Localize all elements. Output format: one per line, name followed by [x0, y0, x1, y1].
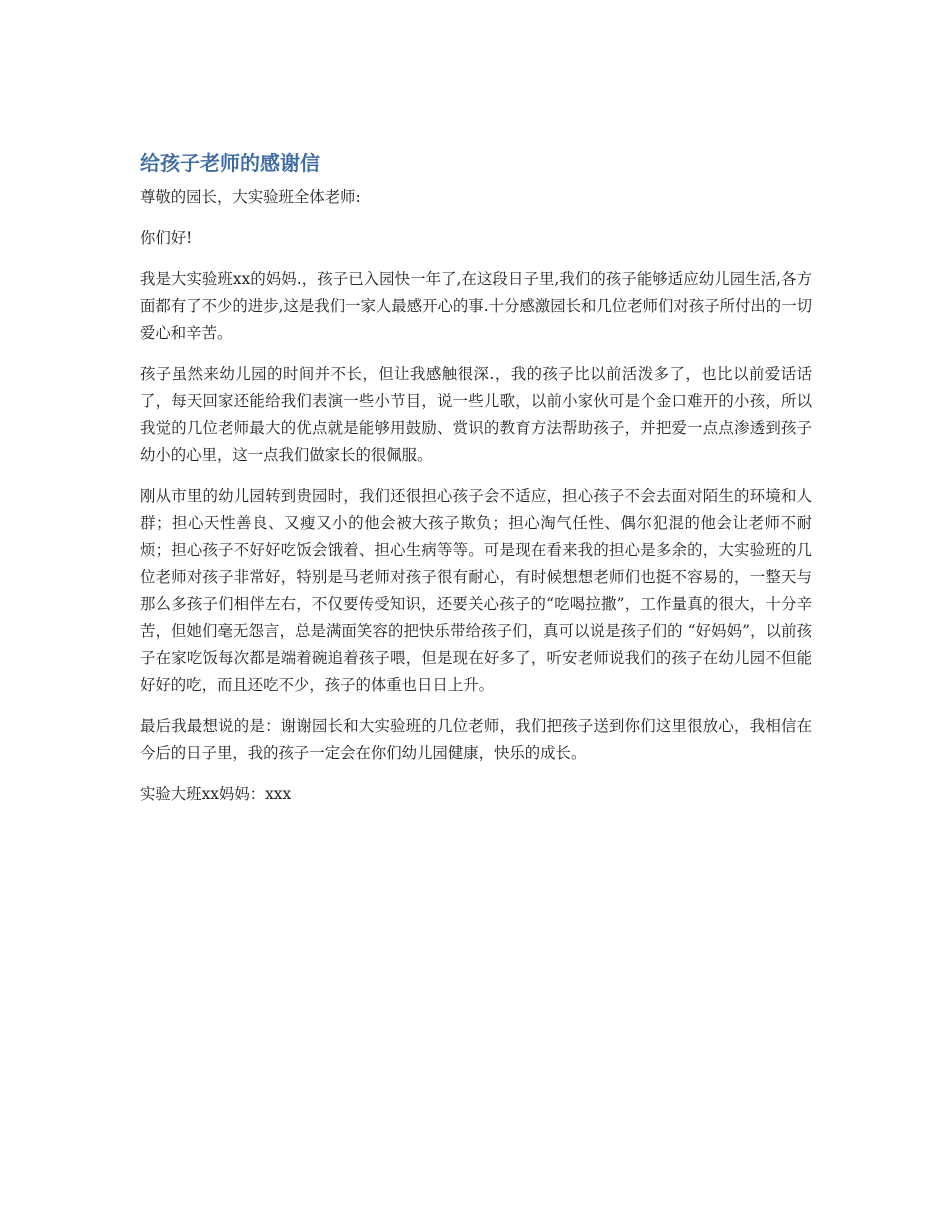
page-title: 给孩子老师的感谢信: [140, 151, 320, 175]
paragraph-intro: 我是大实验班xx的妈妈.，孩子已入园快一年了,在这段日子里,我们的孩子能够适应幼儿园生活,各方面都有了不少的进步,这是我们一家人最感开心的事.十分感激园长和几位老师们对孩子所付出的一切爱心和辛苦。: [140, 270, 812, 342]
salutation: 尊敬的园长，大实验班全体老师:: [140, 188, 361, 206]
greeting: 你们好!: [140, 229, 193, 247]
paragraph-closing: 最后我最想说的是：谢谢园长和大实验班的几位老师，我们把孩子送到你们这里很放心，我相信在今后的日子里，我的孩子一定会在你们幼儿园健康，快乐的成长。: [140, 717, 812, 762]
paragraph-worries: 刚从市里的幼儿园转到贵园时，我们还很担心孩子会不适应，担心孩子不会去面对陌生的环境和人群；担心天性善良、又瘦又小的他会被大孩子欺负；担心淘气任性、偶尔犯混的他会让老师不耐烦；担心孩子不好好吃饭会饿着、担心生病等等。可是现在看来我的担心是多余的，大实验班的几位老师对孩子非常好，特别是马老师对孩子很有耐心，有时候想想老师们也挺不容易的，一整天与那么多孩子们相伴左右，不仅要传受知识，还要关心孩子的“吃喝拉撒”，工作量真的很大，十分辛苦，但她们毫无怨言，总是满面笑容的把快乐带给孩子们，真可以说是孩子们的 “好妈妈”，以前孩子在家吃饭每次都是端着碗追着孩子喂，但是现在好多了，听安老师说我们的孩子在幼儿园不但能好好的吃，而且还吃不少，孩子的体重也日日上升。: [140, 487, 812, 694]
signature: 实验大班xx妈妈：xxx: [140, 785, 292, 803]
paragraph-progress: 孩子虽然来幼儿园的时间并不长，但让我感触很深.，我的孩子比以前活泼多了，也比以前爱话话了，每天回家还能给我们表演一些小节目，说一些儿歌，以前小家伙可是个金口难开的小孩，所以我觉的几位老师最大的优点就是能够用鼓励、赏识的教育方法帮助孩子，并把爱一点点渗透到孩子幼小的心里，这一点我们做家长的很佩服。: [140, 365, 812, 464]
letter-body: [140, 148, 812, 822]
